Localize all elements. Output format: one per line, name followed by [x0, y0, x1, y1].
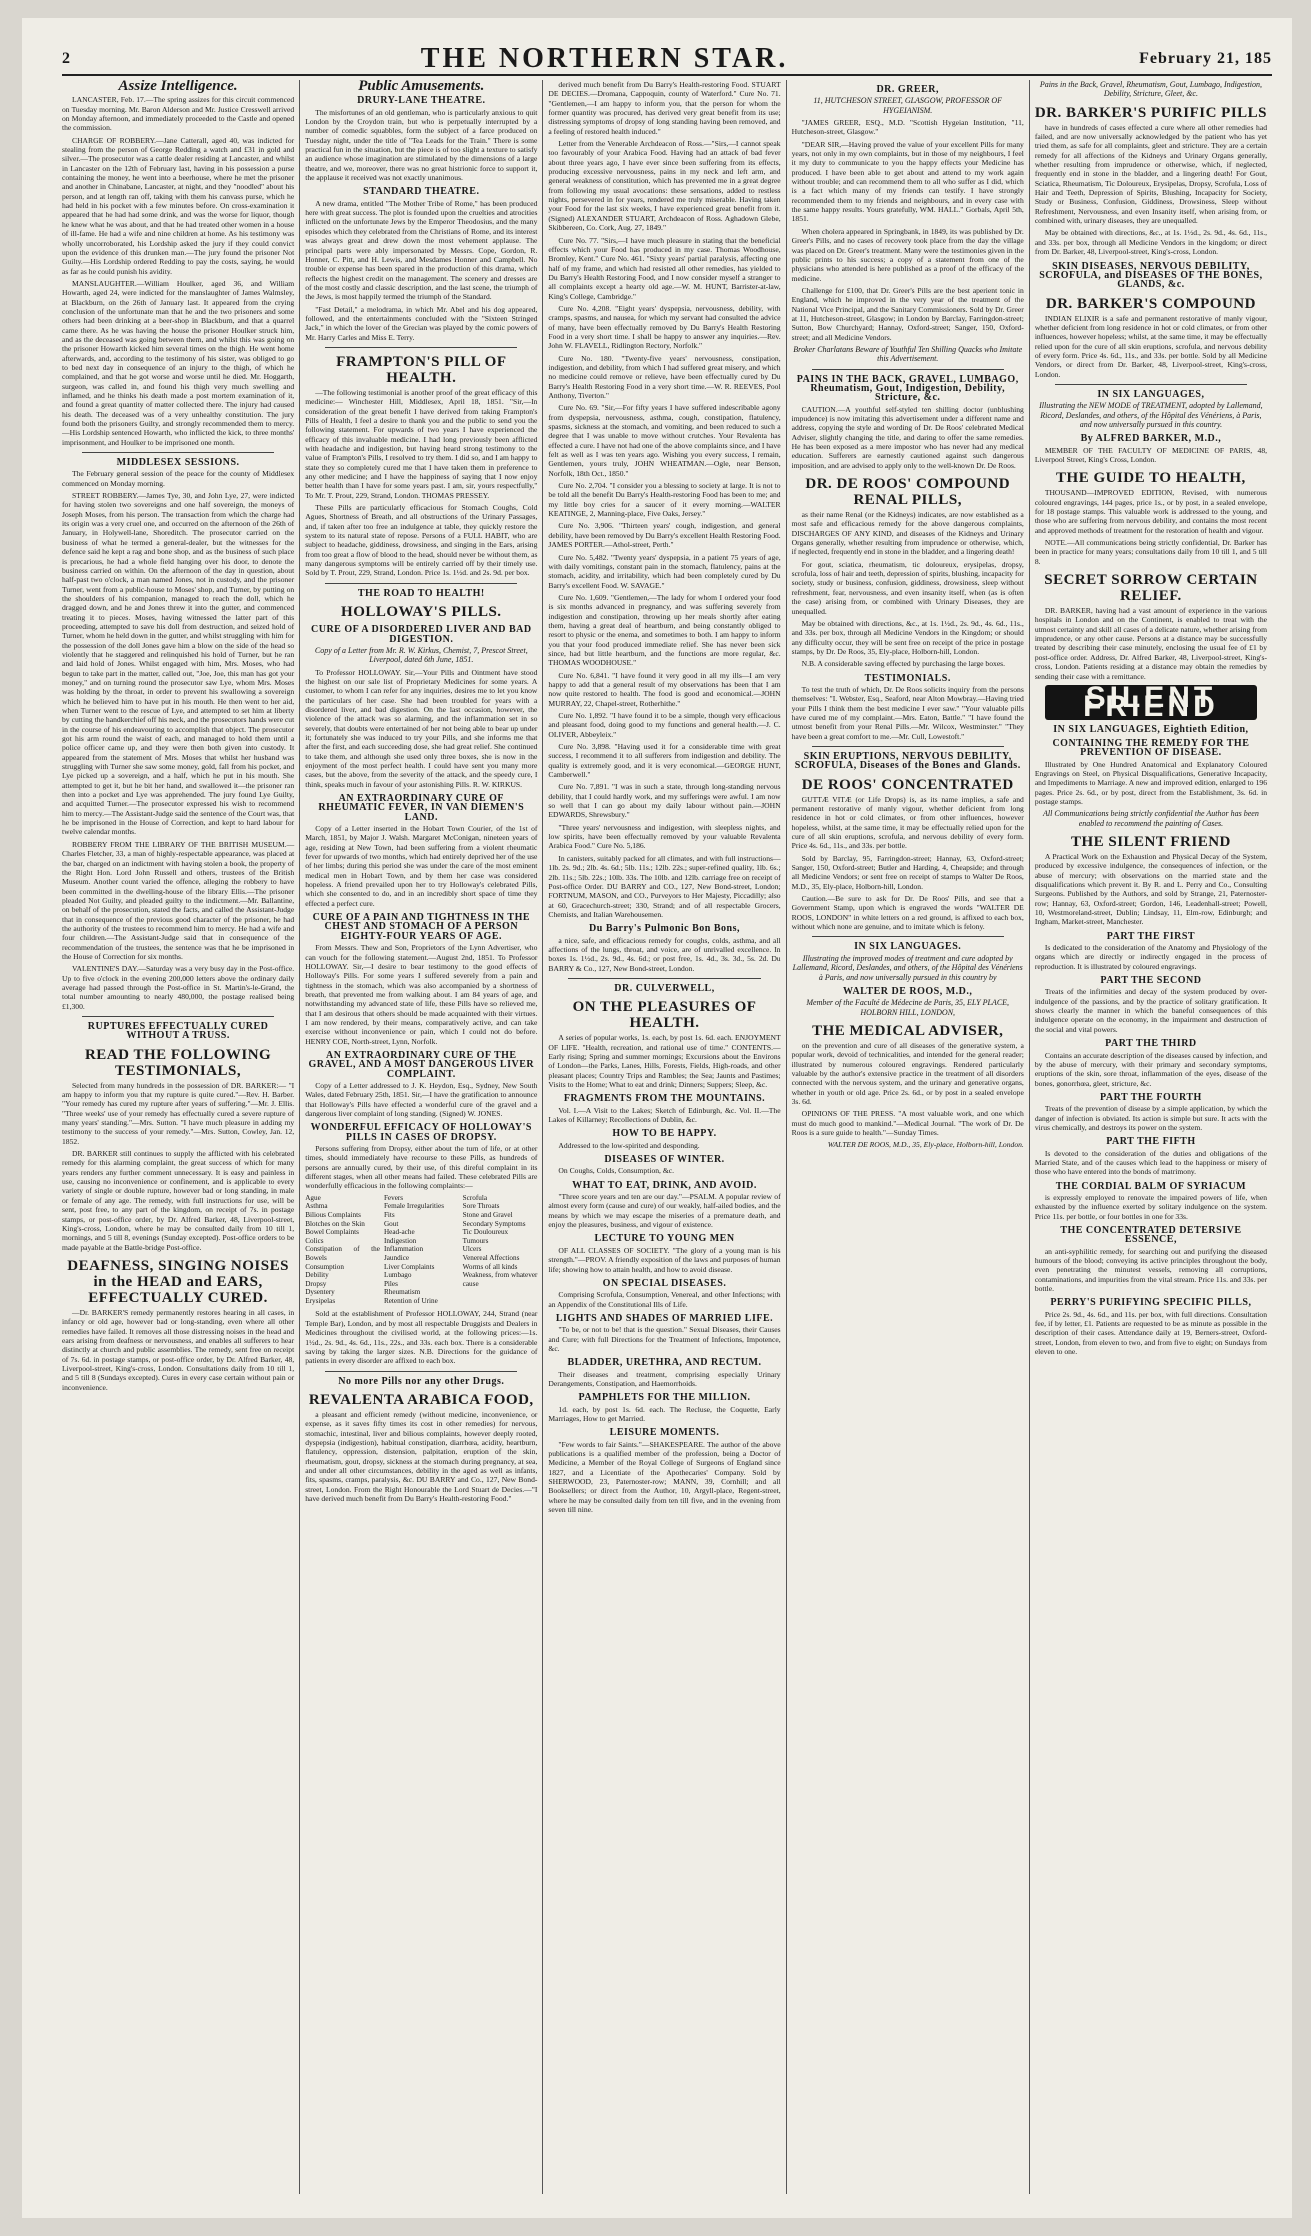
list-item: Liver Complaints [383, 1262, 435, 1271]
list-item: Consumption [305, 1262, 344, 1271]
ad-heading: No more Pills nor any other Drugs. [338, 1375, 505, 1387]
ad-heading: READ THE FOLLOWING TESTIMONIALS, [84, 1046, 272, 1079]
ad-paragraph: Challenge for £100, that Dr. Greer's Pills are the best aperient tonic in England, which he improved in the very year of the treatment of the National Vice Principal, and the Sanitary Commissioners. Sold by Dr. Greer at 11, Hutcheson-street, Glasgow; in London by Barclay, Farringdon-street; Sutton, Bow Churchyard; Hannay, Oxford-street; Sanger, 150, Oxford-street; and all Medicine Vendors. [791, 285, 1024, 342]
silent-friend-banner: SILENT FRIEND [1045, 685, 1257, 720]
ad-subheading: CURE OF A DISORDERED LIVER AND BAD DIGESTION. [311, 624, 532, 645]
ad-subheading: CURE OF A PAIN AND TIGHTNESS IN THE CHEST AND STOMACH OF A PERSON EIGHTY-FOUR YEARS OF AGE. [312, 912, 531, 942]
list-item: Dysentery [305, 1288, 335, 1297]
ad-subheading: PERRY'S PURIFYING SPECIFIC PILLS, [1050, 1297, 1252, 1309]
ad-paragraph: Cure No. 77. "Sirs,—I have much pleasure in stating that the beneficial effects which your Food has produced in my case. Thomas Woodhouse, Bromley, Kent." Cure No. 461. "Sixty years' partial paralysis, affecting one half of my frame, and which had resisted all other remedies, has yielded to Du Barry's Health Restoring Food, and I now consider myself a stranger to all complaints except a hearty old age.—W. M. HUNT, Barrister-at-law, King's College, Cambridge." [548, 235, 781, 301]
ad-heading: THE SILENT FRIEND [1070, 833, 1231, 850]
ad-heading: THE MEDICAL ADVISER, [812, 1022, 1004, 1039]
article-heading: MIDDLESEX SESSIONS. [116, 457, 240, 469]
list-item: Indigestion [383, 1236, 417, 1245]
list-item: Bowel Complaints [305, 1228, 359, 1237]
ad-paragraph: May be obtained with directions, &c., at 1s. 1½d., 2s. 9d., 4s. 6d., 11s., and 33s. per box, through all Medicine Vendors in the Kingdom; or should any difficulty occur, they will be sent free on receipt of the price in postage stamps, by Dr. De Roos, 35, Ely-place, Holborn-hill, London. [791, 618, 1024, 656]
list-item: Tic Douloureux [462, 1228, 509, 1237]
column-5 [1029, 80, 1272, 2194]
ad-paragraph: Cure No. 5,482. "Twenty years' dyspepsia, in a patient 75 years of age, with daily vomitings, constant pain in the stomach, flatulency, pains at the stomach, acidity, and irritability, which had been completely cured by Du Barry's excellent Food. W. SAVAGE." [548, 552, 781, 590]
divider [812, 936, 1004, 937]
ad-paragraph: Cure No. 6,841. "I have found it very good in all my ills—I am very happy to add that a general result of my observations has been that I am now quite restored to health. The food is good and economical.—JOHN MURRAY, 22, Chapel-street, Rotherhithe." [548, 670, 781, 708]
ad-paragraph: Cure No. 7,891. "I was in such a state, through long-standing nervous debility, that I could hardly work, and my sufferings were awful. I am now so well that I can go about my daily labour without pain.—JOHN EDWARDS, Shrewsbury." [548, 782, 781, 820]
ad-paragraph: "JAMES GREER, ESQ., M.D. "Scottish Hygeian Institution, "11, Hutcheson-street, Glasgow." [791, 118, 1024, 137]
ad-heading: THE GUIDE TO HEALTH, [1056, 470, 1246, 487]
ad-paragraph: a pleasant and efficient remedy (without medicine, inconvenience, or expense, as it saves fifty times its cost in other remedies) for nervous, stomachic, intestinal, liver and bilious complaints, however deeply rooted, dyspepsia (indigestion), habitual constipation, diarrhœa, acidity, heartburn, flatulency, oppression, distension, palpitation, eruption of the skin, rheumatism, gout, dropsy, sickness at the stomach during pregnancy, at sea, and under all other circumstances, debility in the aged as well as infants, fits, spasms, cramps, paralysis, &c. DU BARRY and Co., 127, New Bond-street, London. From the Right Honourable the Lord Stuart de Decies.—"I have derived much benefit from Du Barry's Health-restoring Food." [305, 1409, 538, 1503]
ad-paragraph: Sold at the establishment of Professor HOLLOWAY, 244, Strand (near Temple Bar), London, and by most all respectable Druggists and Dealers in Medicines throughout the civilised world, at the following prices:—1s. 1½d., 2s. 9d., 4s. 6d., 11s., 22s., and 33s. each box. There is a considerable saving by taking the larger sizes. N.B. Directions for the guidance of patients in every disorder are affixed to each box. [305, 1309, 538, 1366]
ad-subheading: PART THE SECOND [1100, 975, 1202, 987]
ad-paragraph: On Coughs, Colds, Consumption, &c. [558, 1166, 675, 1176]
ad-subheading: THE CORDIAL BALM OF SYRIACUM [1055, 1180, 1247, 1192]
ad-paragraph: Is dedicated to the consideration of the Anatomy and Physiology of the organs which are directly or indirectly engaged in the process of reproduction. It is illustrated by coloured engravings. [1034, 943, 1268, 971]
ad-paragraph: N.B. A considerable saving effected by purchasing the large boxes. [801, 659, 1006, 669]
ad-paragraph: is expressly employed to renovate the impaired powers of life, when exhausted by the influence exerted by solitary indulgence on the system. Price 11s. per bottle, or four bottles in one for 33s. [1034, 1192, 1268, 1221]
ad-caption: Member of the Faculté de Médecine de Paris, 35, ELY PLACE, HOLBORN HILL, LONDON, [806, 998, 1010, 1017]
list-item: Worms of all kinds [462, 1262, 518, 1271]
ad-subheading: LECTURE TO YOUNG MEN [594, 1233, 735, 1245]
ad-heading: REVALENTA ARABICA FOOD, [308, 1391, 534, 1408]
divider [82, 1016, 274, 1017]
article-paragraph: STREET ROBBERY.—James Tye, 30, and John Lye, 27, were indicted for having stolen two sovereigns and one half sovereign, the moneys of Joseph Moses, from his person. The transaction from which the charge had its origin was a very cruel one, and occurred on the afternoon of the 26th of January, in Holywell-lane, Shoreditch. The prosecutor carried on the business of what he termed a general-dealer, but the witnesses for the defence said he kept a rag and bone shop, and as the business of such place is precarious, he had a whole field hanging over his door, to denote the business carried on within. On the afternoon of the day in question, about half-past two o'clock, a man named Jones, not in custody, and the prisoner Turner, went from a public-house to Moses' shop, and Turner, by putting on the shoulders of his companion, managed to reach the doll, which he dragged down, and he and Jones threw it into the gutter, and commenced treating it to pieces. Moses, having witnessed the latter part of this proceeding, attempted to save his doll from destruction, and seized hold of Turner, whom he held down in the gutter, and whilst struggling with him for the possession of the doll Jones gave him a blow on the side of the head so violently that he staggered and relinquished his hold of Turner, but he ran and laid hold of Jones. Whilst engaged with him, Mrs. Moses, who had begun to take part in the matter, called out, "Joe, Joe, this man has got your money," and on turning round the prosecutor saw Lye, whom Mrs. Moses was holding by the throat, in order to prevent his swallowing a sovereign which he believed him to have put in his mouth. He then went to her aid, when Turner went to the rescue of Lye, and attempted to set him at liberty by cutting the handkerchief off his neck, and the prosecutors hands were cut in the course of his endeavouring to accomplish that object. The prosecutor got his arm round the waist of each, and managed to hold them until a police officer came up, and they were then both given into custody. It appeared from the statement of Mrs. Moses that whilst her husband was struggling with Turner she saw some money, gold, fall from his pocket, and Lye picked up a sovereign, and a half, which he put in his mouth. She attempted to get it, but he bit her hand, and swallowed it—the prisoner ran then into a pocket and Lye was apprehended. The jury found Lye Guilty, and acquitted Turner.—The prosecutor expressed his wish to recommend him to mercy.—The Assistant-Judge said the sentence of the Court was, that he be imprisoned in the House of Correction, and kept to hard labour for twelve calendar months. [62, 491, 295, 837]
ad-subheading: AN EXTRAORDINARY CURE OF THE GRAVEL, AND A MOST DANGEROUS LIVER COMPLAINT. [308, 1049, 535, 1080]
ad-paragraph: From Messrs. Thew and Son, Proprietors of the Lynn Advertiser, who can vouch for the following statement.—August 2nd, 1851. To Professor HOLLOWAY. Sir,—I desire to bear testimony to the good effects of Holloway's Pills. For some years I suffered severely from a pain and tightness in the stomach, which was also accompanied by a shortness of breath, that prevented me from walking about. I am 84 years of age, and notwithstanding my advanced state of life, these Pills have so relieved me, that I am desirous that others should be made acquainted with their virtues. I am now rendered, by their means, comparatively active, and can take exercise without inconvenience or pain, which I could not do before. HENRY COE, North-street, Lynn, Norfolk. [305, 943, 538, 1046]
ad-paragraph: Cure No. 2,704. "I consider you a blessing to society at large. It is not to be told all the benefit Du Barry's Health-restoring Food has been to me; and my little boy cries for a saucer of it every morning.—WALTER KEATINGE, 2, Manning-place, Five Oaks, Jersey." [548, 481, 781, 519]
ad-heading: By ALFRED BARKER, M.D., [1080, 433, 1222, 445]
article-paragraph: CHARGE OF ROBBERY.—Jane Catterall, aged 40, was indicted for stealing from the person of George Redding a watch and £31 in gold and silver.—The prosecutor was a cattle dealer residing at Lancaster, and whilst in Lancaster on the 12th of February last, having in his possession a purse containing the money, he went into a beerhouse, where he met the prisoner and another in Chinabane, Lancaster, at night, and they "noodled" about his person, and at length ran off, taking with them his canvass purse, which he had held in his pocket with a few minutes before. On cross-examination it appeared that he had had some drink, and was the worse for liquor, though he knew what he was about, and that he had treated other women in a house of ill-fame. He had a wife and nine children at home. As his testimony was wholly uncorroborated, his Lordship asked the jury if they could convict upon the evidence of this drunken man.—The jury found the prisoner Not Guilty.—His Lordship ordered Redding to pay the costs, saying, he would as far as he could punish his avidity. [62, 135, 295, 276]
ad-paragraph: as their name Renal (or the Kidneys) indicates, are now established as a most safe and efficacious remedy for the above dangerous complaints, DISCHARGES OF ANY KIND, and diseases of the Kidneys and Urinary Organs generally, whether resulting from imprudence or otherwise, which, if neglected, frequently end in stone in the bladder, and a lingering death! [791, 510, 1024, 557]
list-item: Stone and Gravel [462, 1210, 513, 1219]
ad-paragraph: Cure No. 3,898. "Having used it for a considerable time with great success, I recommend it to all sufferers from indigestion and debility. The quality is extremely good, and it is very economical.—GEORGE HUNT, Camberwell." [548, 742, 781, 780]
ad-heading: IN SIX LANGUAGES, Eightieth Edition, [1053, 723, 1249, 735]
ad-paragraph: In canisters, suitably packed for all climates, and with full instructions—1lb. 2s. 9d.; 2lb. 4s. 6d.; 5lb. 11s.; 12lb. 22s.; super-refined quality, 1lb. 6s.; 2lb. 11s.; 5lb. 22s.; 10lb. 33s. The 10lb. and 12lb. carriage free on receipt of Post-office Order. DU BARRY and CO., 127, New Bond-street, London; FORTNUM, MASON, and CO., Purveyors to Her Majesty, Piccadilly; also at 60, Gracechurch-street; 330, Strand; and of all respectable Grocers, Chemists, and Italian Warehousemen. [548, 853, 781, 919]
ad-paragraph: A Practical Work on the Exhaustion and Physical Decay of the System, produced by excessive indulgence, the consequences of infection, or the abuse of mercury; with observations on the married state and the disqualifications which prevent it. By R. and L. Perry and Co., Consulting Surgeons. Published by the Authors, and sold by Strange, 21, Paternoster-row; Hannay, 63, Oxford-street; Gordon, 146, Leadenhall-street; Powell, 10, Westmoreland-street, Dublin; Lindsay, 11, Elm-row, Edinburgh; and Ingham, Market-street, Manchester. [1034, 851, 1268, 927]
list-item: Fevers [383, 1193, 404, 1202]
ad-paragraph: Caution.—Be sure to ask for Dr. De Roos' Pills, and see that a Government Stamp, upon which is engraved the words "WALTER DE ROOS, LONDON" in white letters on a red ground, is affixed to each box, without which none are genuine, and to imitate which is felony. [791, 894, 1024, 932]
list-item: Ulcers [462, 1245, 482, 1254]
ad-paragraph: THOUSAND—IMPROVED EDITION, Revised, with numerous coloured engravings, 144 pages, price 1s., or by post, in a sealed envelope, for 18 postage stamps. This valuable work is addressed to the young, and those who are suffering from nervous debility, and contains the most recent and approved methods of treatment for the restoration of health and vigour. [1034, 488, 1268, 535]
ad-paragraph: Cure No. 180. "Twenty-five years' nervousness, constipation, indigestion, and debility, from which I had suffered great misery, and which no medicine could remove or relieve, have been effectually cured by Du Barry's Health Restoring Food in a very short time.—W. R. REEVES, Pool Anthony, Tiverton." [548, 353, 781, 400]
ad-subheading: PART THE FOURTH [1100, 1091, 1202, 1103]
list-item: Tumours [462, 1236, 489, 1245]
ad-paragraph: Cure No. 3,906. "Thirteen years' cough, indigestion, and general debility, have been removed by Du Barry's excellent Health Restoring Food. JAMES PORTER.—Athol-street, Perth." [548, 521, 781, 550]
ad-heading: DR. GREER, [876, 84, 939, 95]
article-paragraph: "Fast Detail," a melodrama, in which Mr. Abel and his dog appeared, followed, and the entertainments concluded with the "Sixteen Stringed Jack," in which the lover of the Grecian was played by the comic powers of Mr. Harry Carles and Miss E. Terry. [305, 304, 538, 342]
list-item: Rheumatism [383, 1288, 421, 1297]
divider [82, 452, 274, 453]
ad-paragraph: have in hundreds of cases effected a cure where all other remedies had failed, and are now universally acknowledged by the patient who has yet tried them, as safe for all complaints, gleet and stricture. They are a certain remedy for all affections of the Kidneys and Urinary Organs generally, whether resulting from imprudence or otherwise, which, if neglected, frequently end in stone in the bladder, and a lingering death! For Gout, Sciatica, Rheumatism, Tic Doloureux, Erysipelas, Dropsy, Scrofula, Loss of Hair and Teeth, Depression of Spirits, Blushing, Incapacity for Society, Study or Business, Confusion, Giddiness, Drowsiness, Sleep without Refreshment, Nervousness, and even Insanity itself, when arising from, or combined with, urinary diseases, they are unequalled. [1034, 122, 1268, 226]
list-item: Venereal Affections [462, 1253, 520, 1262]
ad-heading: THE ROAD TO HEALTH! [357, 587, 485, 599]
list-item: Secondary Symptoms [462, 1219, 526, 1228]
ad-paragraph: NOTE.—All communications being strictly confidential, Dr. Barker has been in practice for many years; consultations daily from 10 till 1, and 5 till 8. [1034, 538, 1268, 566]
ad-paragraph: Treats of the infirmities and decay of the system produced by over-indulgence of the passions, and by the practice of solitary gratification. It shows clearly the manner in which the baneful consequences of this indulgence operate on the economy, in the impairment and destruction of the social and vital powers. [1034, 987, 1268, 1034]
ad-caption: Broker Charlatans Beware of Youthful Ten Shilling Quacks who Imitate this Advertisement. [793, 344, 1023, 364]
list-item: Bilious Complaints [305, 1210, 361, 1219]
ad-subheading: ON SPECIAL DISEASES. [602, 1277, 727, 1289]
divider [568, 978, 760, 979]
ad-heading: DR. DE ROOS' COMPOUND RENAL PILLS, [805, 476, 1011, 509]
ad-paragraph: Comprising Scrofula, Consumption, Venereal, and other Infections; with an Appendix of the Constitutional Ills of Life. [548, 1290, 781, 1309]
ad-paragraph: These Pills are particularly efficacious for Stomach Coughs, Cold Agues, Shortness of Breath, and all obstructions of the Urinary Passages, and, if taken after too free an indulgence at table, they quickly restore the system to its natural state of repose. Persons of a FULL HABIT, who are subject to headache, giddiness, drowsiness, and singing in the Ears, arising from too great a flow of blood to the head, should never be without them, as many dangerous symptoms will be entirely carried off by their timely use. Sold by T. Prout, 229, Strand, London. Price 1s. 1½d. and 2s. 9d. per box. [305, 503, 538, 578]
ad-heading: DE ROOS' CONCENTRATED [801, 776, 1014, 793]
section-heading: Assize Intelligence. [118, 80, 238, 94]
ad-paragraph: Cure No. 1,892. "I have found it to be a simple, though very efficacious and pleasant food, doing good to my functions and general health.—J. C. OLIVER, Abbeyleix." [548, 711, 781, 739]
ad-paragraph: Price 2s. 9d., 4s. 6d., and 11s. per box, with full directions. Consultation fee, if by letter, £1. Patients are requested to be as minute as possible in the description of their cases. Attendance daily at 19, Berners-street, Oxford-street, London, from eleven to two, and from five to eight; on Sundays from eleven to one. [1034, 1309, 1268, 1357]
ad-paragraph: "DEAR SIR,—Having proved the value of your excellent Pills for many years, not only in my own complaints, but in those of my neighbours, I feel it my duty to communicate to you the happy effects your Medicine has produced. I have been able to get about and attend to my work again without trouble; and can recommend them to all who suffer as I did, which is a fact which many of my friends can testify. I have strongly recommended them to my friends and neighbours, and in every case with the same happy results. Yours gratefully, WM. HALL." Gorbals, April 5th, 1851. [791, 139, 1024, 224]
ad-subheading: PART THE FIRST [1106, 930, 1196, 942]
list-item: Constipation of the Bowels [305, 1245, 380, 1262]
ad-paragraph: DR. BARKER still continues to supply the afflicted with his celebrated remedy for this alarming complaint, the great success of which for many years renders any further comment unnecessary. It is easy and painless in use, causing no inconvenience or confinement, and is applicable to every variety of single or double rupture, however bad or long standing, in male or female of any age. The remedy, with full instructions for use, will be sent, post free, to any part of the kingdom, on receipt of 7s. in postage stamps, or post-office order, by Dr. Alfred Barker, 48, Liverpool-street, King's-cross, London, where he may be consulted daily from 10 till 1, mornings, and 5 till 8, evenings (Sunday excepted). Post-office orders to be made payable at the Battle-bridge Post-office. [62, 1149, 295, 1252]
ad-paragraph: —Dr. BARKER'S remedy permanently restores hearing in all cases, in infancy or old age, however bad or long-standing, even where all other remedies have failed. It removes all those distressing noises in the head and ears arising from deafness or nervousness, and enables all sufferers to hear distinctly at church and public assemblies. The remedy, sent free on receipt of 7s. 6d. in postage stamps, or post-office order, by Dr. Alfred Barker, 48, Liverpool-street, King's-cross, London. Consultations daily from 10 till 1, and 5 till 8 (Sundays excepted). Cures in every case certain without pain or inconvenience. [62, 1307, 295, 1392]
ad-paragraph: Vol. I.—A Visit to the Lakes; Sketch of Edinburgh, &c. Vol. II.—The Lakes of Killarney; Recollections of Dublin, &c. [548, 1105, 781, 1125]
ad-paragraph: OF ALL CLASSES OF SOCIETY. "The glory of a young man is his strength."—PROV. A friendly exposition of the laws and purposes of human life; showing how to attain health, and how to avoid disease. [548, 1245, 781, 1274]
ad-caption: Pains in the Back, Gravel, Rheumatism, Gout, Lumbago, Indigestion, Debility, Stricture, Gleet, &c. [1039, 80, 1263, 99]
ad-subheading: LEISURE MOMENTS. [609, 1427, 720, 1439]
ad-caption: Copy of a Letter from Mr. R. W. Kirkus, Chemist, 7, Prescot Street, Liverpool, dated 6th June, 1851. [314, 645, 528, 665]
column-2 [299, 80, 542, 2194]
ad-heading: FRAMPTON'S PILL OF HEALTH. [336, 353, 507, 386]
ad-paragraph: 1d. each, by post 1s. 6d. each. The Recluse, the Coquette, Early Marriages, How to get Married. [548, 1404, 781, 1423]
issue-date: February 21, 185 [1139, 50, 1272, 67]
ad-paragraph: OPINIONS OF THE PRESS. "A most valuable work, and one which must do much good to mankind."—Medical Journal. "The work of Dr. De Roos is a sure guide to health."—Sunday Times. [791, 1109, 1024, 1137]
ad-caption: Illustrating the NEW MODE of TREATMENT, adopted by Lallemand, Ricord, Deslandes, and others, of the Hôpital des Vénériens, à Paris, and now universally pursued in this country. [1039, 401, 1263, 429]
page-number: 2 [62, 50, 70, 67]
list-item: Blotches on the Skin [305, 1219, 365, 1228]
ad-subheading: THE CONCENTRATED DETERSIVE ESSENCE, [1060, 1225, 1242, 1246]
ad-heading: WALTER DE ROOS, M.D., [843, 985, 973, 997]
ad-paragraph: Cure No. 1,609. "Gentlemen,—The lady for whom I ordered your food is six months advanced in pregnancy, and was suffering severely from indigestion and constipation, throwing up her meals shortly after eating them, having a great deal of heartburn, and being constantly obliged to resort to physic or the enema, and sometimes to both. I am happy to inform you that your food produced immediate relief. She has never been sick since, had but little heartburn, and the functions are more regular, &c. THOMAS WOODHOUSE." [548, 592, 781, 668]
ad-paragraph: Illustrated by One Hundred Anatomical and Explanatory Coloured Engravings on Steel, on Physical Disqualifications, Generative Incapacity, and Impediments to Marriage. A new and improved edition, enlarged to 196 pages. Price 2s. 6d., or by post, direct from the Establishment, 3s. 6d. in postage stamps. [1034, 759, 1268, 806]
section-heading: Public Amusements. [358, 80, 485, 94]
ad-paragraph: "Three score years and ten are our day."—PSALM. A popular review of almost every form (cause and cure) of our weakly, half-ailed bodies, and the means by which we may escape the miseries of a premature death, and enjoy the pleasures, business, and vigour of existence. [548, 1192, 781, 1230]
ad-heading: SECRET SORROW CERTAIN RELIEF. [1044, 572, 1258, 605]
columns [62, 80, 1272, 2194]
ad-subheading: LIGHTS AND SHADES OF MARRIED LIFE. [555, 1312, 774, 1324]
article-paragraph: ROBBERY FROM THE LIBRARY OF THE BRITISH MUSEUM.—Charles Fletcher, 33, a man of highly-respectable appearance, was placed at the bar, charged on an indictment with having stolen a book, the property of the Right Hon. Lord John Russell and others, trustees of the British Museum. Another count varied the offence, alleging the robbery to have been committed in the dwelling-house of the library Ellis.—The prisoner pleaded Not Guilty, and pleaded guilty to the indictment.—Mr. Ballantine, on behalf of the prosecution, stated the facts, and called the Assistant-Judge that in consequence of the previous good character of the prisoner, he had the authority of the trustees to recommend him to mercy. He had a wife and four children.—The Assistant-Judge said that in consequence of the recommendation of the trustees, the sentence was that he be imprisoned in the House of Correction for six months. [62, 839, 295, 961]
ad-heading: ON THE PLEASURES OF HEALTH. [572, 999, 757, 1032]
ad-heading: DR. BARKER'S COMPOUND [1045, 295, 1256, 312]
complaints-list [305, 1194, 537, 1306]
ad-subheading: DISEASES OF WINTER. [604, 1154, 725, 1166]
ad-paragraph: Copy of a Letter inserted in the Hobart Town Courier, of the 1st of March, 1851, by Major J. Walsh. Margaret McConigan, nineteen years of age, residing at New Town, had been suffering from a violent rheumatic fever for upwards of two months, which had entirely deprived her of the use of her limbs; during this period she was under the care of the most eminent medical men in Hobart Town, and by them her case was considered hopeless. A friend prevailed upon her to try Holloway's celebrated Pills, which she consented to do, and in an incredibly short space of time they effected a perfect cure. [305, 824, 538, 908]
article-heading: DRURY-LANE THEATRE. [357, 95, 486, 107]
ad-heading: Du Barry's Pulmonic Bon Bons, [589, 923, 740, 935]
ad-paragraph: Is devoted to the consideration of the duties and obligations of the Married State, and of the causes which lead to the happiness or misery of those who have entered into the bonds of matrimony. [1034, 1148, 1268, 1177]
list-item: Female Irregularities [383, 1202, 445, 1211]
ad-heading: DR. CULVERWELL, [614, 982, 715, 994]
list-item: Fits [383, 1210, 395, 1219]
ad-heading: SKIN ERUPTIONS, NERVOUS DEBILITY, SCROFULA, Diseases of the Bones and Glands. [794, 750, 1021, 772]
ad-subheading: WONDERFUL EFFICACY OF HOLLOWAY'S PILLS IN CASES OF DROPSY. [310, 1122, 532, 1143]
ad-paragraph: "Three years' nervousness and indigestion, with sleepless nights, and low spirits, have been effectually removed by your valuable Revalenta Arabica Food." Cure No. 5,186. [548, 822, 781, 851]
ad-paragraph: an anti-syphilitic remedy, for searching out and purifying the diseased humours of the blood; conveying its active principles throughout the body, even penetrating the minutest vessels, removing all corruptions, contaminations, and impurities from the vital stream. Price 11s. and 33s. per bottle. [1034, 1246, 1268, 1294]
ad-heading: PAINS IN THE BACK, GRAVEL, LUMBAGO, Rheumatism, Gout, Indigestion, Debility, Stricture, &c. [796, 373, 1019, 404]
ad-paragraph: —The following testimonial is another proof of the great efficacy of this medicine:— Winchester Hill, Middlesex, April 18, 1851. "Sir,—In consideration of the great benefit I have derived from taking Frampton's Pills of Health, I feel a desire to thank you and the public to send you the following statement. For upwards of two years I have experienced the efficacy of this invaluable medicine. I had long previously been afflicted with headache and indigestion, but having heard strong testimony to the value of Frampton's Pills, I resolved to try them. I did so, and I am happy to state they so completely cured me that I have taken them in preference to any other medicine; and I have the happiness of saying that I now enjoy better health than I have for some years past. I am, sir, yours respectfully," To Mr. T. Prout, 229, Strand, London. THOMAS PRESSEY. [305, 387, 538, 500]
article-paragraph: LANCASTER, Feb. 17.—The spring assizes for this circuit commenced on Tuesday morning. Mr. Baron Alderson and Mr. Justice Cresswell arrived on Monday afternoon, and immediately proceeded to the Castle and opened the commission. [62, 95, 295, 133]
ad-heading: IN SIX LANGUAGES, [1097, 388, 1205, 400]
article-paragraph: MANSLAUGHTER.—William Houlker, aged 36, and William Howarth, aged 24, were indicted for the manslaughter of James Walmsley, at Blackburn, on the 26th of January last. It appeared from the crying conclusion of the unfortunate man that he and the two prisoners and some others had been drinking at a beer-shop in Blackburn, and that a quarrel came there. As he was having the house the prisoner Houlker struck him, and as the deceased was going between them, and whilst this was going on the prisoner Howarth kicked him several times on the thigh. He went home afterwards, and, according to the testimony of his sister, was obliged to go to bed next day in consequence of an injury to the thigh, of which he complained, and that he got worse and worse until he died. Mr. Hoggarth, surgeon, was called in, and found his thigh very much swelling and inflamed, and he thinks his death made a post mortem examination of it, and found a great quantity of matter collected there. The injury had caused his death. The deceased was of a very unhealthy constitution. The jury found both the prisoners Guilty, and strongly recommended them to mercy.—His Lordship sentenced Howarth, who inflicted the kick, to three months' imprisonment, and Houlker to be imprisoned one month. [62, 278, 295, 447]
list-item: Retention of Urine [383, 1296, 438, 1305]
article-paragraph: VALENTINE'S DAY.—Saturday was a very busy day in the Post-office. Up to five o'clock in the evening 200,000 letters above the ordinary daily average had passed through the Post-office in St. Martin's-le-Grand, the total number amounting to nearly 480,000, the postage realised being £1,300. [62, 964, 295, 1011]
ad-caption: All Communications being strictly confidential the Author has been enabled to recommend the painting of Cases. [1043, 809, 1259, 828]
ad-paragraph: Contains an accurate description of the diseases caused by infection, and by the abuse of mercury, with their primary and secondary symptoms, eruptions of the skin, sore throat, inflammation of the eyes, disease of the bones, gonorrhœa, gleet, stricture, &c. [1034, 1050, 1268, 1088]
list-item: Debility [305, 1271, 329, 1280]
ad-paragraph: To test the truth of which, Dr. De Roos solicits inquiry from the persons themselves: "I. Webster, Esq., Seaford, near Alton Mowbray.—Having tried your Pills I think them the best medicine I ever saw." "Your valuable pills have cured me of my complaint.—Mrs. Eaton, Battle." "I have found the utmost benefit from your Renal Pills.—Mr. Wilcox, Westminster." "They have been a great comfort to me.—Mr. Cull, Lowestoft." [791, 684, 1024, 741]
ad-subheading: AN EXTRAORDINARY CURE OF RHEUMATIC FEVER, IN VAN DIEMEN'S LAND. [318, 793, 525, 823]
list-item: Sore Throats [462, 1202, 500, 1211]
newspaper-title: THE NORTHERN STAR. [420, 43, 789, 74]
ad-paragraph: derived much benefit from Du Barry's Health-restoring Food. STUART DE DECIES.—Dromana, Cappoquin, county of Waterford." Cure No. 71. "Gentlemen,—I am happy to inform you, that the person for whom the former quantity was procured, has derived very great benefit from its use; distressing symptoms of dropsy of long standing having been removed, and a feeling of restored health induced." [548, 80, 781, 136]
divider [325, 1371, 517, 1372]
ad-heading: DR. BARKER'S PURIFIC PILLS [1034, 104, 1268, 121]
ad-paragraph: Persons suffering from Dropsy, either about the turn of life, or at other times, should immediately have recourse to these Pills, as hundreds of persons are annually cured, by their use, of this direful complaint in its different stages, when all other means had failed. These celebrated Pills are wonderfully efficacious in the following complaints:— [305, 1144, 538, 1191]
ad-heading: HOLLOWAY'S PILLS. [341, 604, 502, 621]
divider [325, 347, 517, 348]
list-item: Scrofula [462, 1193, 488, 1202]
article-paragraph: The misfortunes of an old gentleman, who is particularly anxious to quit London by the Croydon train, but who is perpetually interrupted by a number of comedic squabbles, form the subject of a farce produced on Tuesday night, under the title of "Tea Leads for the Train." There is some practical fun in the situation, but the piece is of too slight a texture to satisfy an audience whose imagination are stimulated by the dimensions of a large theatre, and we, moreover, there was no great histrionic force to support it, the applause it received was not exactly unanimous. [305, 107, 538, 183]
ad-heading: CONTAINING THE REMEDY FOR THE PREVENTION OF DISEASE. [1052, 737, 1250, 759]
list-item: Jaundice [383, 1253, 410, 1262]
ad-paragraph: CAUTION.—A youthful self-styled ten shilling doctor (unblushing impudence) is now imitating this advertisement under a different name and address, copying the style and wording of Dr. De Roos' celebrated Medical Adviser, slightly changing the title, and daring to offer the same remedies. He has been exposed as a mere impostor who has never had any medical education. Sufferers are earnestly cautioned against such dangerous imposition, and are advised to apply only to the well-known Dr. De Roos. [791, 404, 1024, 470]
column-1 [62, 80, 299, 2194]
ad-paragraph: A series of popular works, 1s. each, by post 1s. 6d. each. ENJOYMENT OF LIFE. "Health, recreation, and rational use of time." CONTENTS.—Early rising; Spring and summer mornings; Excursions about the Environs of London—the Parks, Lanes, Hills, Forests, Fields, High-roads, and other pleasant places; Country Trips and Rambles; the Sea; Jaunts and Pastimes; Visits to the Home; What to eat and drink; Dinners; Suppers; Sleep, &c. [548, 1033, 781, 1089]
column-3 [542, 80, 785, 2194]
list-item: Inflammation [383, 1245, 424, 1254]
divider [325, 583, 517, 584]
ad-paragraph: When cholera appeared in Springbank, in 1849, its was published by Dr. Greer's Pills, and no cases of recovery took place from the day the village was placed on Dr. Greer's treatment. Many were the testimonies given in the public prints to his success; a copy of a statement from one of the physicians who attended is here published as a proof of the efficacy of the medicine. [791, 226, 1024, 283]
list-item: Head-ache [383, 1228, 415, 1237]
ad-paragraph: on the prevention and cure of all diseases of the generative system, a popular work, devoid of technicalities, and intended for the general reader; illustrated by numerous coloured engravings. Rendered particularly valuable by the author's extensive practice in the treatment of all disorders connected with the nervous system, and the urinary and generative organs, whether in youth or old age. Price 2s. 6d., or by post in a sealed envelope 3s. 6d. [791, 1040, 1024, 1106]
ad-subheading: WHAT TO EAT, DRINK, AND AVOID. [572, 1179, 757, 1191]
ad-heading: RUPTURES EFFECTUALLY CURED WITHOUT A TRUSS. [87, 1021, 269, 1042]
ad-paragraph: DR. BARKER, having had a vast amount of experience in the various hospitals in London and on the Continent, is enabled to treat with the utmost certainty and skill all cases of a delicate nature, whether arising from imprudence, or any other cause. Persons at a distance may be successfully treated by describing their case minutely, enclosing the usual fee of £1 by post-office order. Address, Dr. Alfred Barker, 48, Liverpool-street, King's-cross, London. Patients residing at a distance may obtain the remedies by sending their case with a remittance. [1034, 606, 1268, 681]
list-item: Erysipelas [305, 1296, 336, 1305]
ad-paragraph: "Few words to fair Saints."—SHAKESPEARE. The author of the above publications is a qualified member of the profession, being a Doctor of Medicine, a Member of the Royal College of Surgeons of England since 1827, and a Licentiate of the Apothecaries' Company. Sold by SHERWOOD, 23, Paternoster-row; MANN, 39, Cornhill; and all Booksellers; or direct from the Author, 10, Argyll-place, Regent-street, where he may be consulted daily from ten till five, and in the evening from seven till nine. [548, 1439, 781, 1515]
ad-paragraph: Cure No. 69. "Sir,—For fifty years I have suffered indescribable agony from dyspepsia, nervousness, asthma, cough, constipation, flatulency, spasms, sickness at the stomach, and vomiting, and been reduced to such a degree that I was unable to move without crutches. Your Revalenta has effected a cure. I have not had one of the above complaints since, and I have felt as well as I was ten years ago. Wishing you every success, I remain, Gentlemen, yours truly, JOHN WHEATMAN.—Ogle, near Benson, Norfolk, 18th Oct., 1850." [548, 403, 781, 478]
ad-heading: SKIN DISEASES, NERVOUS DEBILITY, SCROFULA, and DISEASES OF THE BONES, GLANDS, &c. [1039, 260, 1263, 291]
list-item: Ague [305, 1193, 321, 1202]
ad-paragraph: "To be, or not to be! that is the question." Sexual Diseases, their Causes and Cure; with full Directions for the Treatment of Infections, Impotence, &c. [548, 1325, 781, 1353]
list-item: Colics [305, 1236, 324, 1245]
ad-heading: DEAFNESS, SINGING NOISES in the HEAD and EARS, EFFECTUALLY CURED. [67, 1257, 289, 1306]
ad-paragraph: MEMBER OF THE FACULTY OF MEDICINE OF PARIS, 48, Liverpool Street, King's Cross, London. [1034, 445, 1268, 464]
ad-paragraph: Letter from the Venerable Archdeacon of Ross.—"Sirs,—I cannot speak too favourably of your Arabica Food. Having had an attack of bad fever about three years ago, I have ever since been suffering from its effects, producing excessive nervousness, pains in my neck and left arm, and general weakness of constitution, which has prevented me in a great degree from following my usual avocations: these sensations, added to restless nights, persevered in for years, rendered me truly miserable. Having taken your Food for the last six weeks, I have experienced great benefit from it. (Signed) ALEXANDER STUART, Archdeacon of Ross. Aghadown Glebe, Skibbereen, Co. Cork, Aug. 27, 1849." [548, 139, 781, 233]
article-paragraph: The February general session of the peace for the county of Middlesex commenced on Monday morning. [62, 469, 295, 488]
ad-paragraph: Copy of a Letter addressed to J. K. Heydon, Esq., Sydney, New South Wales, dated February 25th, 1851. Sir,—I have the gratification to announce that Holloway's Pills have effected a wonderful cure of the gravel and a dangerous liver complaint of long standing. (Signed) W. JONES. [305, 1080, 538, 1118]
ad-paragraph: May be obtained with directions, &c., at 1s. 1½d., 2s. 9d., 4s. 6d., 11s., and 33s. per box, through all Medicine Vendors in the kingdom; or direct from Dr. Barker, 48, Liverpool-street, King's-cross, London. [1034, 228, 1268, 257]
ad-subheading: TESTIMONIALS. [864, 672, 951, 684]
ad-subheading: BLADDER, URETHRA, AND RECTUM. [567, 1357, 762, 1369]
masthead [62, 44, 1272, 76]
list-item: Lumbago [383, 1271, 412, 1280]
divider [812, 746, 1004, 747]
ad-subheading: PART THE THIRD [1105, 1038, 1197, 1050]
list-item: Piles [383, 1279, 398, 1288]
ad-caption: 11, HUTCHESON STREET, GLASGOW, PROFESSOR OF HYGEIANISM. [813, 96, 1003, 115]
list-item: Gout [383, 1219, 399, 1228]
ad-paragraph: INDIAN ELIXIR is a safe and permanent restorative of manly vigour, whether deficient from long residence in hot or cold climates, or from other influences, however hopeless; whilst, at the same time, it may be effectually relied upon for the cure of all skin eruptions, scrofula, and nervous debility of every form. Price 4s. 6d., 11s., and 33s. per bottle. Sold by all Medicine Vendors, or direct from Dr. Barker, 48, Liverpool-street, King's-cross, London. [1034, 313, 1268, 379]
ad-signature: WALTER DE ROOS, M.D., 35, Ely-place, Holborn-hill, London. [827, 1140, 1024, 1150]
ad-paragraph: Sold by Barclay, 95, Farringdon-street; Hannay, 63, Oxford-street; Sanger, 150, Oxford-street; Butler and Harding, 4, Cheapside; and through all Medicine Vendors; or sent free on receipt of stamps to Walter De Roos, M.D., 35, Ely-place, Holborn-hill, London. [791, 853, 1024, 891]
ad-paragraph: Their diseases and treatment, comprising especially Urinary Derangements, Constipation, and Haemorrhoids. [548, 1369, 781, 1388]
ad-paragraph: For gout, sciatica, rheumatism, tic doloureux, erysipelas, dropsy, scrofula, loss of hair and teeth, depression of spirits, blushing, incapacity for society, study or business, confusion, giddiness, drowsiness, sleep without refreshment, fear, nervousness, and even insanity itself, when (as is often the case) arising from, or combined with Urinary Diseases, they are unequalled. [791, 559, 1024, 616]
ad-subheading: HOW TO BE HAPPY. [612, 1128, 717, 1140]
ad-subheading: FRAGMENTS FROM THE MOUNTAINS. [563, 1093, 766, 1105]
ad-paragraph: GUTTÆ VITÆ (or Life Drops) is, as its name implies, a safe and permanent restorative of manly vigour, whether deficient from long residence in hot or cold climates, or from other influences, however hopeless, whilst, at the same time, it may be effectually relied upon for the cure of all skin eruptions, scrofula, and nervous debility of every form. Price 4s. 6d., 11s., and 33s. per bottle. [791, 794, 1024, 851]
ad-paragraph: a nice, safe, and efficacious remedy for coughs, colds, asthma, and all affections of the lungs, throat, and voice, are of unrivalled excellence. In boxes 1s. 1½d., 2s. 9d., 4s. 6d.; or post free, 1s. 4d., 3s. 3d., 5s. 2d. Du BARRY & Co., 127, New Bond-street, London. [548, 935, 781, 973]
ad-paragraph: Selected from many hundreds in the possession of DR. BARKER:— "I am happy to inform you that my rupture is quite cured."—Rev. H. Barber. "Your remedy has cured my rupture after years of suffering."—Mr. J. Ellis. "Three weeks' use of your remedy has effectually cured a severe rupture of many years' standing."—Mrs. Sutton. "I have much pleasure in adding my testimony to the success of your remedy."—Mrs. Sutton, Cowley, Jan. 12, 1852. [62, 1080, 295, 1146]
ad-subheading: PART THE FIFTH [1106, 1136, 1196, 1148]
divider [812, 369, 1004, 370]
ad-paragraph: Cure No. 4,208. "Eight years' dyspepsia, nervousness, debility, with cramps, spasms, and nausea, for which my servant had consulted the advice of many, have been effectually removed by Du Barry's Health Restoring Food in a very short time. I shall be happy to answer any inquiries.—Rev. John W. FLAVELL, Ridlington Rectory, Norfolk." [548, 303, 781, 351]
divider [1055, 384, 1247, 385]
article-heading: STANDARD THEATRE. [363, 186, 480, 198]
list-item: Asthma [305, 1202, 328, 1211]
ad-paragraph: Treats of the prevention of disease by a simple application, by which the danger of infection is obviated. Its action is simple but sure. It acts with the virus chemically, and destroys its power on the system. [1034, 1104, 1268, 1132]
ad-paragraph: Addressed to the low-spirited and desponding. [558, 1140, 700, 1150]
column-4 [786, 80, 1029, 2194]
ad-subheading: PAMPHLETS FOR THE MILLION. [578, 1392, 751, 1404]
list-item: Weakness, from whatever cause [462, 1271, 538, 1288]
newspaper-page [22, 18, 1292, 2218]
list-item: Dropsy [305, 1279, 327, 1288]
ad-paragraph: To Professor HOLLOWAY. Sir,—Your Pills and Ointment have stood the highest on our sale list of Proprietary Medicines for some years. A customer, to whom I can refer for any inquiries, desires me to let you know the particulars of her case. She had been troubled for years with a disordered liver, and bad digestion. On the last occasion, however, the violence of the attack was so alarming, and the inflammation set in so severely, that doubts were entertained of her not being able to bear up under it; fortunately she was induced to try your Pills, and she informs me that after the first, and each succeeding dose, she had great relief. She continued to take them, and although she used only three boxes, she is now in the enjoyment of the most perfect health. I could have sent you many more cases, but the above, from the severity of the attack, and the speedy cure, I think, speaks much in favour of your astonishing Pills. R. W. KIRKUS. [305, 667, 538, 789]
ad-heading: IN SIX LANGUAGES. [854, 941, 962, 953]
ad-caption: Illustrating the improved modes of treatment and cure adopted by Lallemand, Ricord, Deslandes, and others, of the Hôpital des Vénériens à Paris, and now universally pursued in this country by [792, 953, 1023, 982]
article-paragraph: A new drama, entitled "The Mother Tribe of Rome," has been produced here with great success. The plot is founded upon the cruelties and atrocities inflicted on the unfortunate Jews by the Emperor Theodosius, and the many episodes which they celebrated from the Christians of Rome, and its interest was always great and drew down the most vehement applause. The principal parts were ably impersonated by Messrs. Cope, Gordon, R. Honner, C. Pitt, and H. Lewis, and Mesdames Honner and Campbell. No trouble or expense has been spared in the production of this drama, which reflects the highest credit on the management. The scenery and dresses are of the most costly and classic description, and the last scene, the triumph of the Jews, is most happily termed the triumph of the Standard. [305, 198, 538, 302]
